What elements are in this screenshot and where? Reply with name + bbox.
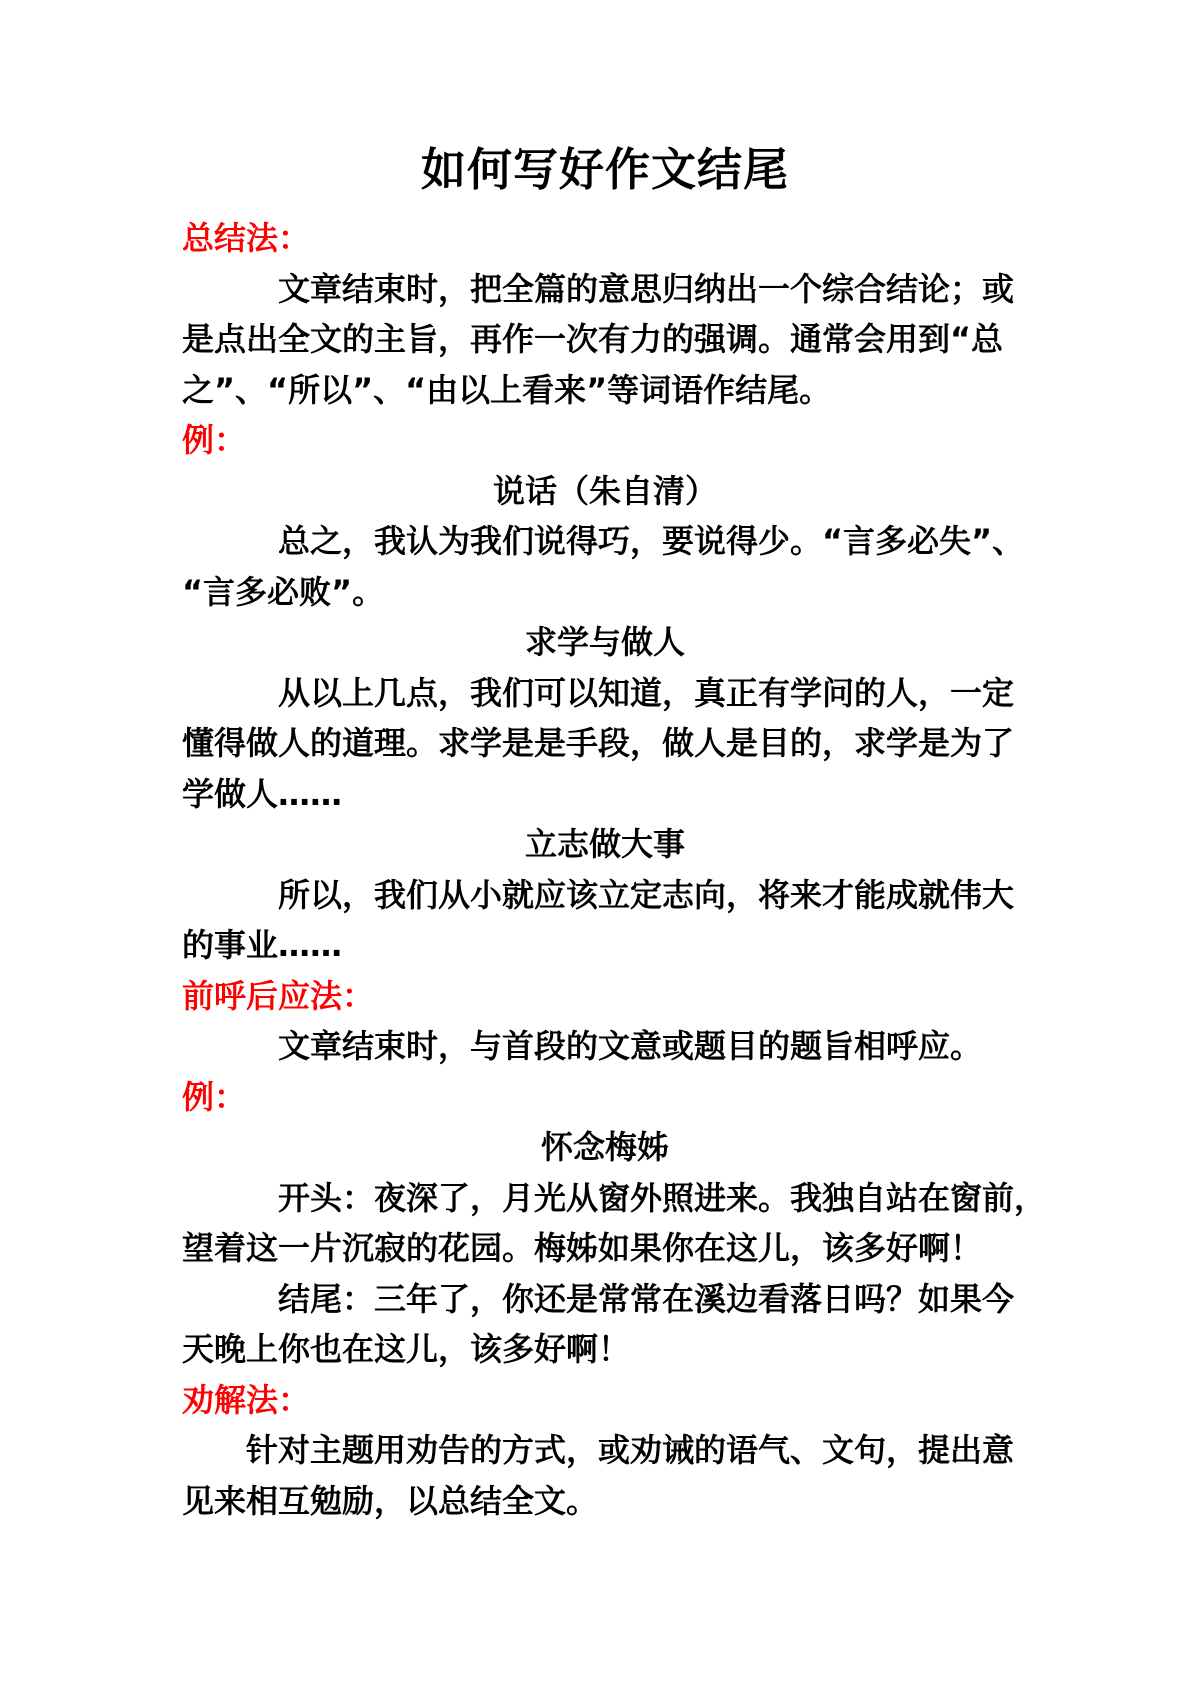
- text-line: 之”、“所以”、“由以上看来”等词语作结尾。: [182, 370, 832, 409]
- example-title: 求学与做人: [524, 623, 685, 661]
- paragraph: [182, 1274, 1028, 1375]
- text-line: 文章结束时，把全篇的意思归纳出一个综合结论；或: [278, 269, 1015, 308]
- method-heading: 总结法：: [182, 219, 311, 257]
- text-line: 开头：夜深了，月光从窗外照进来。我独自站在窗前，: [278, 1178, 1047, 1217]
- method-heading: 前呼后应法：: [182, 976, 375, 1015]
- paragraph: [182, 870, 1028, 971]
- method-heading: 例：: [182, 1077, 247, 1116]
- document-body: [182, 213, 1047, 1526]
- paragraph: [182, 1173, 1047, 1274]
- text-line: 的事业……: [182, 926, 343, 964]
- text-line: 从以上几点，我们可以知道，真正有学问的人，一定: [278, 673, 1015, 712]
- text-line: 天晚上你也在这儿，该多好啊！: [182, 1330, 631, 1368]
- paragraph: [182, 264, 1028, 416]
- method-heading: 劝解法：: [182, 1380, 311, 1419]
- text-line: “言多必败”。: [182, 572, 385, 611]
- document-content: [182, 0, 1047, 1526]
- paragraph: [182, 516, 1028, 617]
- paragraph: [182, 668, 1028, 820]
- text-line: 文章结束时，与首段的文意或题目的题旨相呼应。: [278, 1027, 983, 1065]
- text-line: 总之，我认为我们说得巧，要说得少。“言多必失”、: [278, 522, 1025, 560]
- example-title: 说话（朱自清）: [492, 471, 717, 510]
- text-line: 结尾：三年了，你还是常常在溪边看落日吗？如果今: [278, 1279, 1015, 1318]
- page-title: 如何写好作文结尾: [420, 143, 789, 196]
- method-heading: 例：: [182, 421, 247, 459]
- text-line: 是点出全文的主旨，再作一次有力的强调。通常会用到“总: [182, 320, 1004, 358]
- text-line: 针对主题用劝告的方式，或劝诫的语气、文句，提出意: [246, 1431, 1015, 1469]
- text-line: 学做人……: [182, 774, 343, 813]
- paragraph: [182, 1021, 1028, 1072]
- text-line: 所以，我们从小就应该立定志向，将来才能成就伟大: [278, 875, 1015, 914]
- text-line: 望着这一片沉寂的花园。梅姊如果你在这儿，该多好啊！: [182, 1229, 983, 1267]
- example-title: 怀念梅姊: [540, 1128, 669, 1166]
- text-line: 见来相互勉励，以总结全文。: [182, 1481, 599, 1520]
- paragraph: [182, 1425, 1028, 1526]
- example-title: 立志做大事: [524, 825, 685, 863]
- text-line: 懂得做人的道理。求学是是手段，做人是目的，求学是为了: [182, 724, 1015, 762]
